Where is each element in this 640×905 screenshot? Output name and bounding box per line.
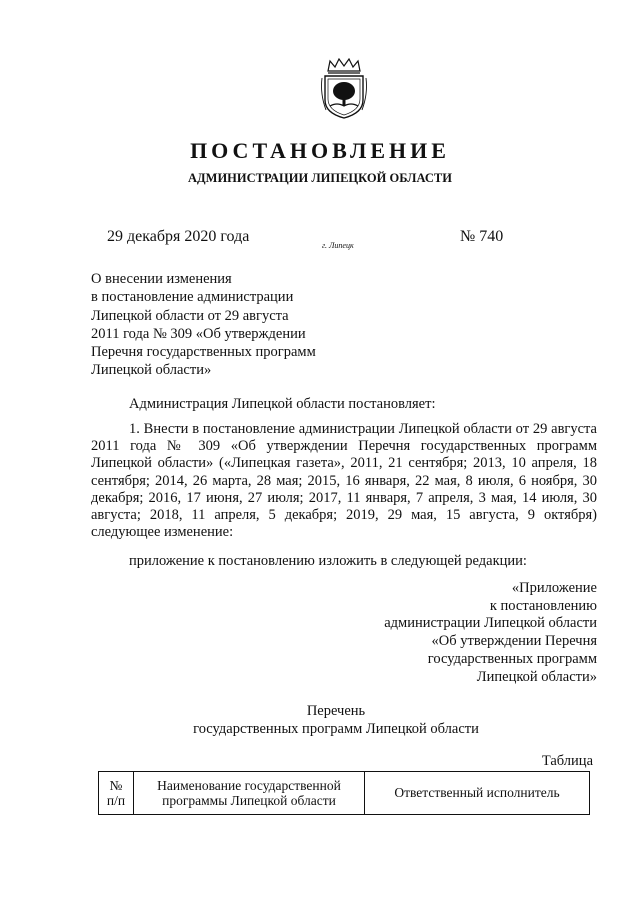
programs-table xyxy=(98,771,590,815)
header-name-line1: Наименование государственной xyxy=(157,777,341,793)
header-number-line1: № xyxy=(109,777,123,793)
header-cell-program-name xyxy=(134,772,365,815)
document-number: № 740 xyxy=(460,228,504,245)
header-cell-executor: Ответственный исполнитель xyxy=(365,772,590,815)
subject-line: Перечня государственных программ xyxy=(91,344,316,361)
appendix-line: администрации Липецкой области xyxy=(384,615,597,632)
appendix-heading xyxy=(384,580,597,686)
appendix-line: «Приложение xyxy=(511,580,597,596)
appendix-line: «Об утверждении Перечня xyxy=(431,633,597,650)
list-title-line1: Перечень xyxy=(306,703,366,719)
document-date: 29 декабря 2020 года xyxy=(107,228,250,245)
paragraph-1: 1. Внести в постановление администрации Липецкой области от 29 августа 2011 года № 309 «Об утверждении Перечня государственных программ Липецкой области» («Липецкая газета», 2011, 21 сентября; 2013, 10 апреля, 18 сентября; 2014, 26 марта, 28 мая; 2015, 16 января, 22 мая, 8 июля, 6 ноября, 30 декабря; 2016, 17 июня, 27 июля; 2017, 11 января, 7 апреля, 3 мая, 14 июля, 30 августа; 2018, 11 апреля, 5 декабря; 2019, 29 мая, 15 августа, 9 октября) следующее изменение: xyxy=(91,421,597,541)
table-header-row xyxy=(99,772,590,815)
header-cell-number xyxy=(99,772,134,815)
header-name-line2: программы Липецкой области xyxy=(162,793,336,808)
subject-line: О внесении изменения xyxy=(91,271,232,287)
appendix-line: к постановлению xyxy=(489,597,597,614)
appendix-line: государственных программ xyxy=(427,650,597,667)
appendix-line: Липецкой области» xyxy=(476,668,597,685)
subject-line: Липецкой области» xyxy=(91,362,212,379)
subject-line: Липецкой области от 29 августа xyxy=(91,307,289,324)
document-city: г. Липецк xyxy=(322,241,354,250)
list-title-line2: государственных программ Липецкой области xyxy=(193,720,479,737)
lipetsk-region-coat-of-arms-icon xyxy=(319,58,369,120)
table-label: Таблица xyxy=(541,753,593,769)
resolution-intro: Администрация Липецкой области постановляет: xyxy=(129,396,436,412)
subject-line: 2011 года № 309 «Об утверждении xyxy=(91,325,306,342)
document-issuer: АДМИНИСТРАЦИИ ЛИПЕЦКОЙ ОБЛАСТИ xyxy=(188,171,452,185)
list-title xyxy=(0,703,640,738)
header-number-line2: п/п xyxy=(106,793,126,808)
subject-line: в постановление администрации xyxy=(91,289,294,306)
document-title: ПОСТАНОВЛЕНИЕ xyxy=(190,138,450,163)
document-subject xyxy=(91,270,371,380)
resolution-instruction: приложение к постановлению изложить в следующей редакции: xyxy=(129,553,527,569)
